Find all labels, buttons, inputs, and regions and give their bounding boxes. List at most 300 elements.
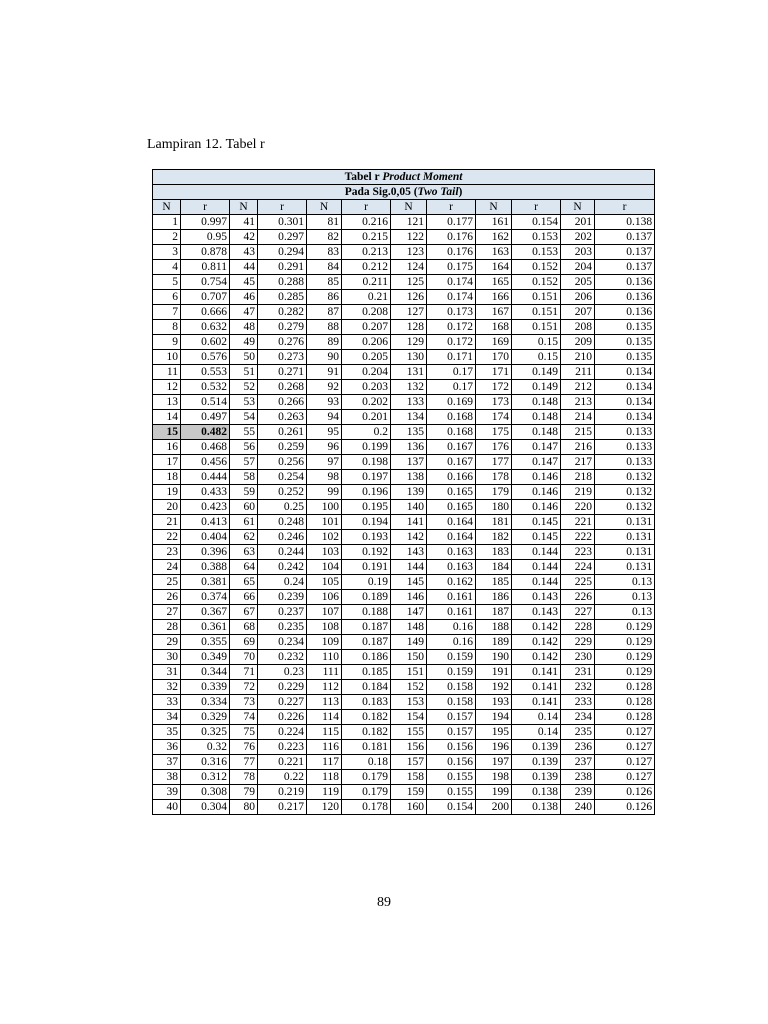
- r-cell: 0.149: [512, 380, 561, 395]
- n-cell: 111: [307, 665, 342, 680]
- r-cell: 0.153: [512, 230, 561, 245]
- n-cell: 70: [230, 650, 258, 665]
- n-cell: 205: [561, 275, 595, 290]
- n-cell: 204: [561, 260, 595, 275]
- n-cell: 50: [230, 350, 258, 365]
- n-cell: 214: [561, 410, 595, 425]
- n-cell: 136: [391, 440, 427, 455]
- r-cell: 0.177: [427, 215, 476, 230]
- table-row: [153, 680, 655, 695]
- r-cell: 0.158: [427, 680, 476, 695]
- r-cell: 0.127: [595, 770, 655, 785]
- r-cell: 0.159: [427, 665, 476, 680]
- r-cell: 0.165: [427, 485, 476, 500]
- n-cell: 154: [391, 710, 427, 725]
- n-cell: 155: [391, 725, 427, 740]
- table-row: [153, 260, 655, 275]
- table-row: [153, 785, 655, 800]
- r-cell: 0.183: [342, 695, 391, 710]
- r-cell: 0.173: [427, 305, 476, 320]
- r-cell: 0.355: [181, 635, 230, 650]
- r-cell: 0.224: [258, 725, 307, 740]
- n-cell: 30: [153, 650, 181, 665]
- n-cell: 193: [476, 695, 512, 710]
- r-cell: 0.187: [342, 620, 391, 635]
- n-cell: 67: [230, 605, 258, 620]
- n-cell: 39: [153, 785, 181, 800]
- r-cell: 0.285: [258, 290, 307, 305]
- r-cell: 0.204: [342, 365, 391, 380]
- r-cell: 0.155: [427, 785, 476, 800]
- r-cell: 0.334: [181, 695, 230, 710]
- r-cell: 0.132: [595, 485, 655, 500]
- r-cell: 0.208: [342, 305, 391, 320]
- page-number: 89: [377, 895, 391, 910]
- n-cell: 157: [391, 755, 427, 770]
- n-cell: 175: [476, 425, 512, 440]
- r-cell: 0.187: [342, 635, 391, 650]
- table-row: [153, 740, 655, 755]
- r-cell: 0.131: [595, 545, 655, 560]
- n-cell: 86: [307, 290, 342, 305]
- r-cell: 0.136: [595, 275, 655, 290]
- n-cell: 29: [153, 635, 181, 650]
- n-cell: 37: [153, 755, 181, 770]
- n-cell: 42: [230, 230, 258, 245]
- n-cell: 101: [307, 515, 342, 530]
- r-cell: 0.137: [595, 230, 655, 245]
- r-cell: 0.129: [595, 650, 655, 665]
- r-cell: 0.163: [427, 545, 476, 560]
- r-cell: 0.141: [512, 695, 561, 710]
- n-cell: 14: [153, 410, 181, 425]
- n-cell: 91: [307, 365, 342, 380]
- n-cell: 149: [391, 635, 427, 650]
- r-cell: 0.172: [427, 320, 476, 335]
- n-cell: 52: [230, 380, 258, 395]
- r-cell: 0.211: [342, 275, 391, 290]
- n-cell: 28: [153, 620, 181, 635]
- n-cell: 117: [307, 755, 342, 770]
- n-cell: 165: [476, 275, 512, 290]
- n-cell: 125: [391, 275, 427, 290]
- n-cell: 105: [307, 575, 342, 590]
- n-cell: 9: [153, 335, 181, 350]
- n-cell: 131: [391, 365, 427, 380]
- n-cell: 120: [307, 800, 342, 815]
- n-cell: 112: [307, 680, 342, 695]
- n-cell: 227: [561, 605, 595, 620]
- n-cell: 164: [476, 260, 512, 275]
- n-cell: 183: [476, 545, 512, 560]
- n-cell: 2: [153, 230, 181, 245]
- r-cell: 0.576: [181, 350, 230, 365]
- r-cell: 0.164: [427, 530, 476, 545]
- n-cell: 209: [561, 335, 595, 350]
- r-cell: 0.139: [512, 740, 561, 755]
- n-cell: 190: [476, 650, 512, 665]
- r-cell: 0.14: [512, 710, 561, 725]
- n-cell: 234: [561, 710, 595, 725]
- r-cell: 0.261: [258, 425, 307, 440]
- r-cell: 0.423: [181, 500, 230, 515]
- n-cell: 166: [476, 290, 512, 305]
- n-cell: 23: [153, 545, 181, 560]
- n-cell: 74: [230, 710, 258, 725]
- n-cell: 167: [476, 305, 512, 320]
- table-title: Tabel r Product Moment: [153, 170, 655, 185]
- n-cell: 21: [153, 515, 181, 530]
- n-cell: 174: [476, 410, 512, 425]
- n-cell: 180: [476, 500, 512, 515]
- n-cell: 226: [561, 590, 595, 605]
- r-cell: 0.139: [512, 770, 561, 785]
- r-cell: 0.21: [342, 290, 391, 305]
- r-cell: 0.196: [342, 485, 391, 500]
- r-cell: 0.138: [512, 785, 561, 800]
- n-cell: 41: [230, 215, 258, 230]
- r-cell: 0.137: [595, 245, 655, 260]
- n-cell: 79: [230, 785, 258, 800]
- table-row: [153, 410, 655, 425]
- n-cell: 104: [307, 560, 342, 575]
- n-cell: 103: [307, 545, 342, 560]
- r-cell: 0.456: [181, 455, 230, 470]
- r-cell: 0.172: [427, 335, 476, 350]
- r-cell: 0.188: [342, 605, 391, 620]
- r-cell: 0.254: [258, 470, 307, 485]
- n-cell: 237: [561, 755, 595, 770]
- r-cell: 0.126: [595, 800, 655, 815]
- r-cell: 0.139: [512, 755, 561, 770]
- r-cell: 0.18: [342, 755, 391, 770]
- r-cell: 0.291: [258, 260, 307, 275]
- n-cell: 92: [307, 380, 342, 395]
- table-row: [153, 305, 655, 320]
- r-cell: 0.143: [512, 590, 561, 605]
- n-cell: 156: [391, 740, 427, 755]
- r-cell: 0.151: [512, 305, 561, 320]
- n-cell: 238: [561, 770, 595, 785]
- n-cell: 229: [561, 635, 595, 650]
- n-cell: 114: [307, 710, 342, 725]
- r-cell: 0.126: [595, 785, 655, 800]
- r-cell: 0.15: [512, 335, 561, 350]
- n-cell: 64: [230, 560, 258, 575]
- r-cell: 0.197: [342, 470, 391, 485]
- r-cell: 0.128: [595, 695, 655, 710]
- r-cell: 0.153: [512, 245, 561, 260]
- n-cell: 83: [307, 245, 342, 260]
- r-cell: 0.232: [258, 650, 307, 665]
- n-cell: 148: [391, 620, 427, 635]
- n-cell: 212: [561, 380, 595, 395]
- n-cell: 26: [153, 590, 181, 605]
- n-cell: 102: [307, 530, 342, 545]
- column-header-row: [153, 200, 655, 215]
- r-cell: 0.136: [595, 305, 655, 320]
- r-cell: 0.997: [181, 215, 230, 230]
- r-cell: 0.201: [342, 410, 391, 425]
- n-cell: 202: [561, 230, 595, 245]
- n-cell: 80: [230, 800, 258, 815]
- n-cell: 222: [561, 530, 595, 545]
- r-cell: 0.15: [512, 350, 561, 365]
- column-header: N: [230, 200, 258, 215]
- n-cell: 201: [561, 215, 595, 230]
- r-cell: 0.195: [342, 500, 391, 515]
- r-cell: 0.147: [512, 455, 561, 470]
- r-cell: 0.176: [427, 230, 476, 245]
- r-cell: 0.242: [258, 560, 307, 575]
- n-cell: 170: [476, 350, 512, 365]
- r-cell: 0.186: [342, 650, 391, 665]
- n-cell: 198: [476, 770, 512, 785]
- n-cell: 72: [230, 680, 258, 695]
- n-cell: 18: [153, 470, 181, 485]
- table-row: [153, 650, 655, 665]
- n-cell: 239: [561, 785, 595, 800]
- r-cell: 0.32: [181, 740, 230, 755]
- table-row: [153, 755, 655, 770]
- r-cell: 0.221: [258, 755, 307, 770]
- n-cell: 176: [476, 440, 512, 455]
- r-cell: 0.294: [258, 245, 307, 260]
- n-cell: 189: [476, 635, 512, 650]
- r-cell: 0.193: [342, 530, 391, 545]
- r-cell: 0.149: [512, 365, 561, 380]
- n-cell: 231: [561, 665, 595, 680]
- table-row: [153, 770, 655, 785]
- n-cell: 27: [153, 605, 181, 620]
- r-cell: 0.16: [427, 620, 476, 635]
- n-cell: 235: [561, 725, 595, 740]
- r-cell: 0.199: [342, 440, 391, 455]
- r-cell: 0.206: [342, 335, 391, 350]
- table-row: [153, 695, 655, 710]
- r-cell: 0.602: [181, 335, 230, 350]
- n-cell: 130: [391, 350, 427, 365]
- n-cell: 51: [230, 365, 258, 380]
- n-cell: 208: [561, 320, 595, 335]
- r-cell: 0.229: [258, 680, 307, 695]
- r-cell: 0.273: [258, 350, 307, 365]
- r-cell: 0.164: [427, 515, 476, 530]
- r-cell: 0.301: [258, 215, 307, 230]
- r-cell: 0.707: [181, 290, 230, 305]
- r-table: [152, 169, 655, 815]
- r-cell: 0.134: [595, 380, 655, 395]
- table-row: [153, 380, 655, 395]
- n-cell: 135: [391, 425, 427, 440]
- r-cell: 0.308: [181, 785, 230, 800]
- r-cell: 0.279: [258, 320, 307, 335]
- r-cell: 0.135: [595, 320, 655, 335]
- n-cell: 7: [153, 305, 181, 320]
- r-cell: 0.217: [258, 800, 307, 815]
- r-cell: 0.161: [427, 590, 476, 605]
- n-cell: 34: [153, 710, 181, 725]
- r-cell: 0.134: [595, 395, 655, 410]
- r-cell: 0.132: [595, 500, 655, 515]
- n-cell: 19: [153, 485, 181, 500]
- table-row: [153, 350, 655, 365]
- table-row: [153, 545, 655, 560]
- n-cell: 53: [230, 395, 258, 410]
- table-row: [153, 725, 655, 740]
- n-cell: 17: [153, 455, 181, 470]
- n-cell: 123: [391, 245, 427, 260]
- r-cell: 0.129: [595, 665, 655, 680]
- r-cell: 0.141: [512, 665, 561, 680]
- r-cell: 0.182: [342, 725, 391, 740]
- n-cell: 219: [561, 485, 595, 500]
- r-cell: 0.162: [427, 575, 476, 590]
- n-cell: 89: [307, 335, 342, 350]
- r-cell: 0.17: [427, 380, 476, 395]
- r-cell: 0.404: [181, 530, 230, 545]
- r-cell: 0.133: [595, 425, 655, 440]
- n-cell: 127: [391, 305, 427, 320]
- n-cell: 124: [391, 260, 427, 275]
- r-cell: 0.157: [427, 710, 476, 725]
- r-cell: 0.17: [427, 365, 476, 380]
- r-cell: 0.367: [181, 605, 230, 620]
- r-cell: 0.144: [512, 545, 561, 560]
- table-row: [153, 470, 655, 485]
- table-row: [153, 605, 655, 620]
- r-cell: 0.168: [427, 425, 476, 440]
- n-cell: 233: [561, 695, 595, 710]
- r-cell: 0.192: [342, 545, 391, 560]
- n-cell: 143: [391, 545, 427, 560]
- column-header: r: [342, 200, 391, 215]
- r-cell: 0.266: [258, 395, 307, 410]
- r-cell: 0.137: [595, 260, 655, 275]
- r-cell: 0.666: [181, 305, 230, 320]
- table-row: [153, 485, 655, 500]
- r-cell: 0.179: [342, 785, 391, 800]
- r-cell: 0.282: [258, 305, 307, 320]
- n-cell: 217: [561, 455, 595, 470]
- r-cell: 0.132: [595, 470, 655, 485]
- n-cell: 107: [307, 605, 342, 620]
- r-cell: 0.184: [342, 680, 391, 695]
- n-cell: 98: [307, 470, 342, 485]
- n-cell: 150: [391, 650, 427, 665]
- n-cell: 224: [561, 560, 595, 575]
- n-cell: 210: [561, 350, 595, 365]
- r-cell: 0.553: [181, 365, 230, 380]
- n-cell: 3: [153, 245, 181, 260]
- r-cell: 0.388: [181, 560, 230, 575]
- n-cell: 32: [153, 680, 181, 695]
- r-cell: 0.325: [181, 725, 230, 740]
- r-cell: 0.129: [595, 620, 655, 635]
- n-cell: 45: [230, 275, 258, 290]
- r-cell: 0.146: [512, 470, 561, 485]
- r-cell: 0.138: [512, 800, 561, 815]
- r-cell: 0.135: [595, 350, 655, 365]
- n-cell: 13: [153, 395, 181, 410]
- n-cell: 179: [476, 485, 512, 500]
- n-cell: 206: [561, 290, 595, 305]
- table-row: [153, 275, 655, 290]
- r-cell: 0.171: [427, 350, 476, 365]
- n-cell: 25: [153, 575, 181, 590]
- r-cell: 0.168: [427, 410, 476, 425]
- r-cell: 0.13: [595, 605, 655, 620]
- r-cell: 0.413: [181, 515, 230, 530]
- r-cell: 0.433: [181, 485, 230, 500]
- r-cell: 0.256: [258, 455, 307, 470]
- n-cell: 232: [561, 680, 595, 695]
- r-cell: 0.632: [181, 320, 230, 335]
- r-cell: 0.271: [258, 365, 307, 380]
- r-cell: 0.23: [258, 665, 307, 680]
- r-cell: 0.176: [427, 245, 476, 260]
- r-cell: 0.152: [512, 275, 561, 290]
- r-cell: 0.19: [342, 575, 391, 590]
- r-cell: 0.207: [342, 320, 391, 335]
- n-cell: 94: [307, 410, 342, 425]
- n-cell: 75: [230, 725, 258, 740]
- r-cell: 0.156: [427, 755, 476, 770]
- r-cell: 0.212: [342, 260, 391, 275]
- table-row: [153, 500, 655, 515]
- n-cell: 230: [561, 650, 595, 665]
- r-cell: 0.25: [258, 500, 307, 515]
- n-cell: 16: [153, 440, 181, 455]
- n-cell: 134: [391, 410, 427, 425]
- n-cell: 128: [391, 320, 427, 335]
- n-cell: 22: [153, 530, 181, 545]
- r-cell: 0.134: [595, 410, 655, 425]
- r-cell: 0.127: [595, 740, 655, 755]
- column-header: N: [391, 200, 427, 215]
- r-cell: 0.146: [512, 500, 561, 515]
- n-cell: 36: [153, 740, 181, 755]
- table-row: [153, 215, 655, 230]
- r-cell: 0.178: [342, 800, 391, 815]
- n-cell: 55: [230, 425, 258, 440]
- r-cell: 0.144: [512, 560, 561, 575]
- n-cell: 68: [230, 620, 258, 635]
- n-cell: 73: [230, 695, 258, 710]
- r-cell: 0.185: [342, 665, 391, 680]
- n-cell: 88: [307, 320, 342, 335]
- table-row: [153, 395, 655, 410]
- table-row: [153, 620, 655, 635]
- r-cell: 0.163: [427, 560, 476, 575]
- r-cell: 0.396: [181, 545, 230, 560]
- r-cell: 0.514: [181, 395, 230, 410]
- r-cell: 0.131: [595, 530, 655, 545]
- n-cell: 188: [476, 620, 512, 635]
- n-cell: 145: [391, 575, 427, 590]
- r-cell: 0.226: [258, 710, 307, 725]
- n-cell: 115: [307, 725, 342, 740]
- n-cell: 81: [307, 215, 342, 230]
- n-cell: 48: [230, 320, 258, 335]
- table-row: [153, 800, 655, 815]
- r-cell: 0.161: [427, 605, 476, 620]
- n-cell: 203: [561, 245, 595, 260]
- r-cell: 0.213: [342, 245, 391, 260]
- n-cell: 47: [230, 305, 258, 320]
- n-cell: 46: [230, 290, 258, 305]
- table-row: [153, 635, 655, 650]
